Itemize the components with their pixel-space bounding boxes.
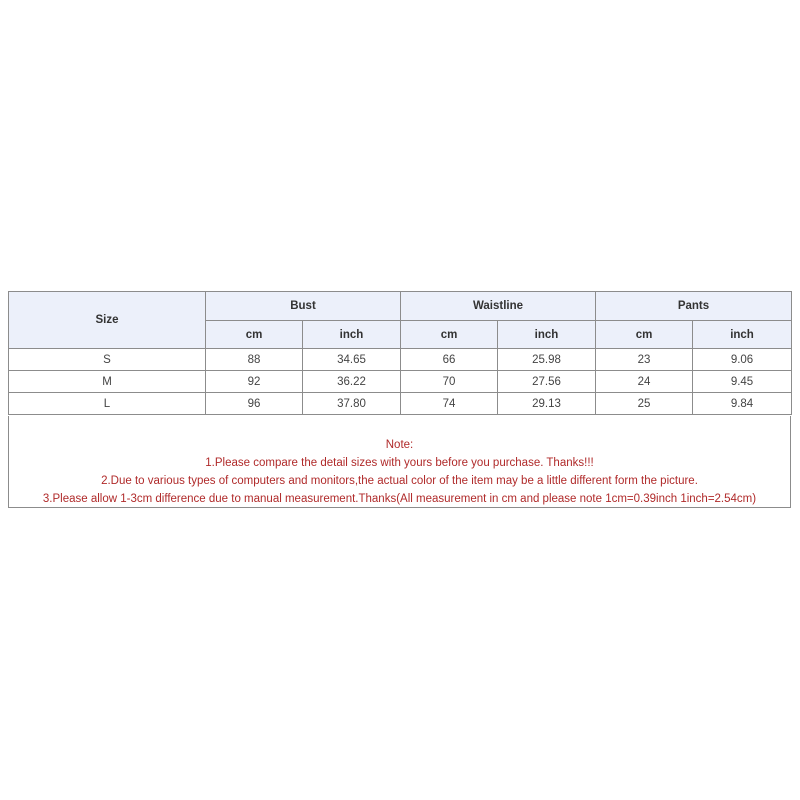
- table-cell: 9.84: [693, 393, 792, 415]
- size-cell: S: [9, 349, 206, 371]
- table-cell: 29.13: [498, 393, 596, 415]
- bust-header: Bust: [206, 292, 401, 321]
- table-cell: 92: [206, 371, 303, 393]
- table-row: [9, 371, 792, 393]
- table-cell: 96: [206, 393, 303, 415]
- note-line-1: 1.Please compare the detail sizes with yours before you purchase. Thanks!!!: [205, 457, 594, 469]
- header-row-groups: [9, 292, 792, 321]
- waistline-header: Waistline: [401, 292, 596, 321]
- table-cell: 88: [206, 349, 303, 371]
- note-line-3: 3.Please allow 1-3cm difference due to manual measurement.Thanks(All measurement in cm and please note 1cm=0.39inch 1inch=2.54cm): [42, 493, 757, 505]
- table-cell: 34.65: [303, 349, 401, 371]
- table-cell: 25.98: [498, 349, 596, 371]
- unit-header: inch: [498, 321, 596, 349]
- notes-box: [8, 416, 791, 508]
- size-header: Size: [9, 292, 206, 349]
- table-row: [9, 349, 792, 371]
- note-title: Note:: [385, 439, 414, 451]
- table-cell: 37.80: [303, 393, 401, 415]
- table-cell: 24: [596, 371, 693, 393]
- size-cell: M: [9, 371, 206, 393]
- table-cell: 36.22: [303, 371, 401, 393]
- note-line-2: 2.Due to various types of computers and monitors,the actual color of the item may be a little different form the picture.: [101, 475, 698, 487]
- table-cell: 27.56: [498, 371, 596, 393]
- table-cell: 66: [401, 349, 498, 371]
- table-row: [9, 393, 792, 415]
- pants-header: Pants: [596, 292, 792, 321]
- table-cell: 23: [596, 349, 693, 371]
- unit-header: cm: [401, 321, 498, 349]
- size-chart-table: [8, 291, 792, 415]
- unit-header: inch: [693, 321, 792, 349]
- table-cell: 9.45: [693, 371, 792, 393]
- table-cell: 74: [401, 393, 498, 415]
- table-cell: 25: [596, 393, 693, 415]
- table-cell: 70: [401, 371, 498, 393]
- unit-header: inch: [303, 321, 401, 349]
- table-cell: 9.06: [693, 349, 792, 371]
- unit-header: cm: [596, 321, 693, 349]
- unit-header: cm: [206, 321, 303, 349]
- size-cell: L: [9, 393, 206, 415]
